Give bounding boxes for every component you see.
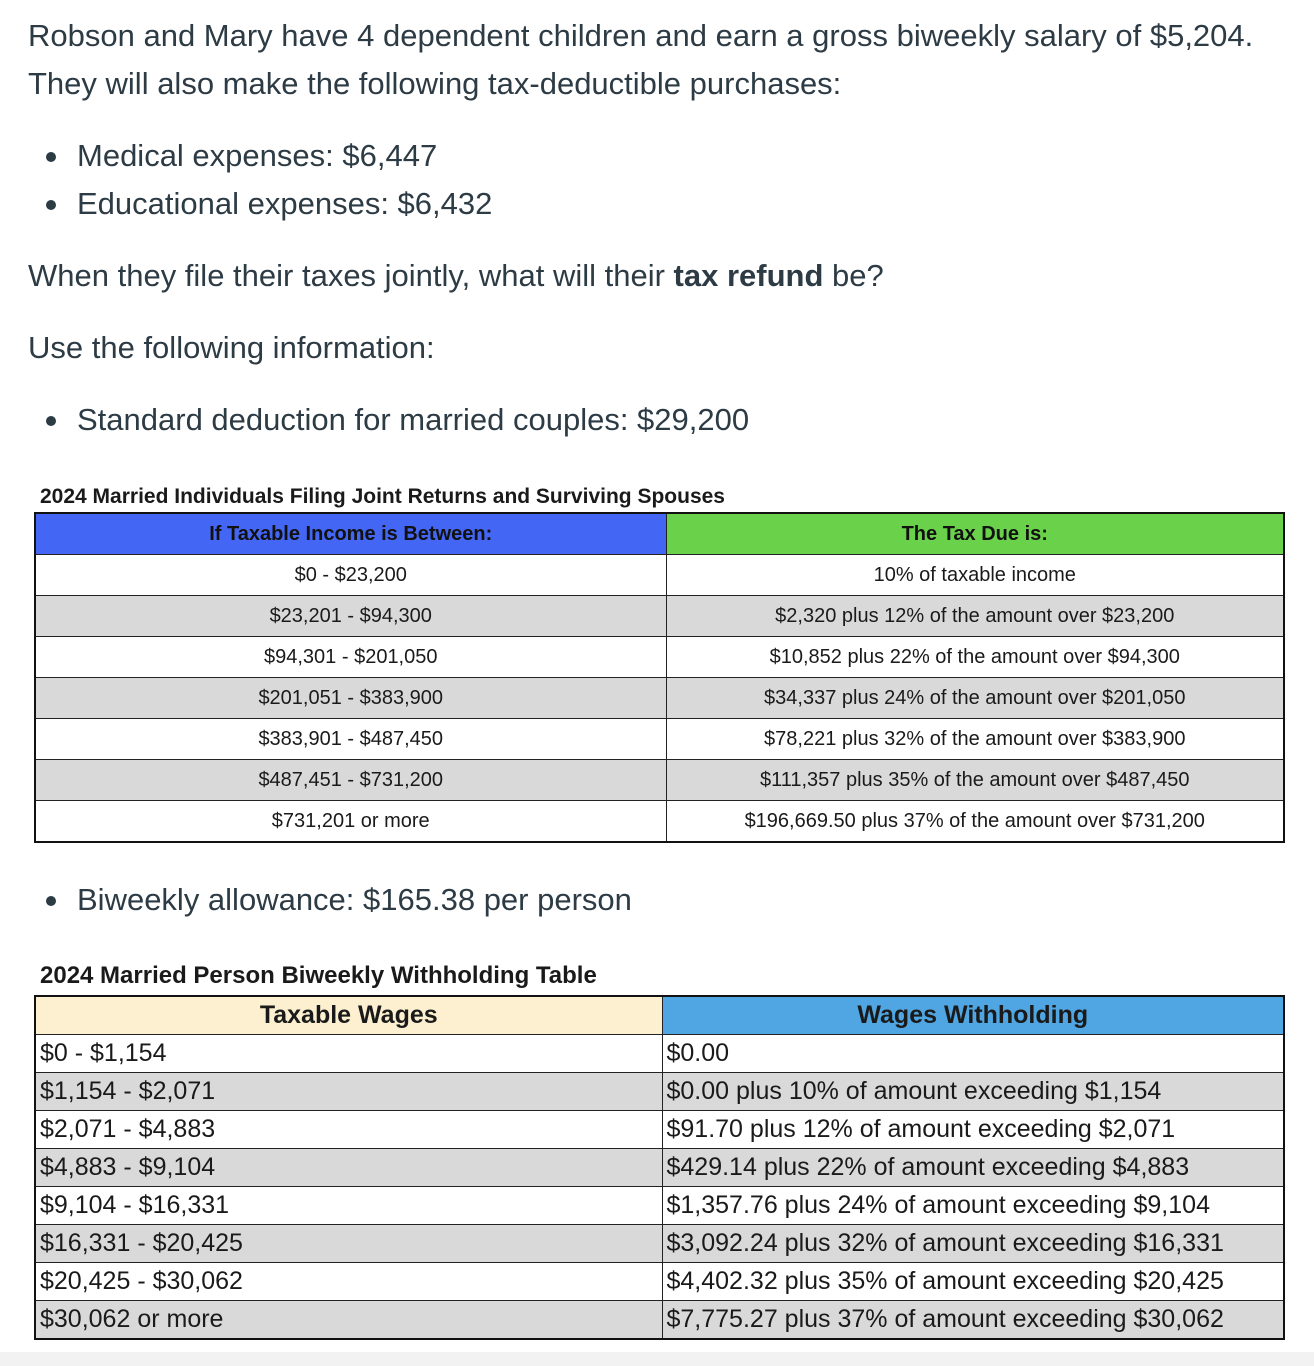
list-item: Educational expenses: $6,432 <box>44 180 492 228</box>
tax-due-cell: $78,221 plus 32% of the amount over $383,900 <box>666 719 1284 760</box>
withholding-cell: $91.70 plus 12% of amount exceeding $2,071 <box>662 1111 1284 1149</box>
tax-due-cell: $196,669.50 plus 37% of the amount over $731,200 <box>666 801 1284 843</box>
withholding-cell: $1,357.76 plus 24% of amount exceeding $9,104 <box>662 1187 1284 1225</box>
withholding-header-withholding: Wages Withholding <box>662 996 1284 1035</box>
withholding-cell: $4,402.32 plus 35% of amount exceeding $20,425 <box>662 1263 1284 1301</box>
table-row <box>35 1073 1284 1111</box>
tax-table-caption: 2024 Married Individuals Filing Joint Returns and Surviving Spouses <box>40 485 725 508</box>
tax-table <box>34 512 1285 843</box>
wages-cell: $20,425 - $30,062 <box>35 1263 662 1301</box>
table-row <box>35 1149 1284 1187</box>
bottom-divider <box>0 1352 1314 1366</box>
tax-bracket-table <box>34 478 1284 843</box>
wages-cell: $30,062 or more <box>35 1301 662 1340</box>
list-item: Biweekly allowance: $165.38 per person <box>44 876 632 924</box>
intro-line-1: Robson and Mary have 4 dependent children and earn a gross biweekly salary of $5,204. <box>28 18 1254 53</box>
withholding-header-wages: Taxable Wages <box>35 996 662 1035</box>
purchases-list <box>44 132 492 228</box>
tax-due-cell: 10% of taxable income <box>666 555 1284 596</box>
list-item: Standard deduction for married couples: $29,200 <box>44 396 749 444</box>
question-emphasis: tax refund <box>673 258 824 293</box>
withholding-cell: $429.14 plus 22% of amount exceeding $4,883 <box>662 1149 1284 1187</box>
income-range-cell: $731,201 or more <box>35 801 666 843</box>
withholding-table <box>34 995 1285 1340</box>
question-text <box>28 256 884 296</box>
tax-due-cell: $10,852 plus 22% of the amount over $94,300 <box>666 637 1284 678</box>
table-row <box>35 555 1284 596</box>
use-info-text: Use the following information: <box>28 330 435 365</box>
withholding-table-block <box>34 955 1284 1340</box>
table-row <box>35 801 1284 843</box>
table-row <box>35 1187 1284 1225</box>
table-row <box>35 1263 1284 1301</box>
withholding-cell: $0.00 <box>662 1035 1284 1073</box>
withholding-cell: $7,775.27 plus 37% of amount exceeding $30,062 <box>662 1301 1284 1340</box>
table-row <box>35 596 1284 637</box>
intro-line-2: They will also make the following tax-deductible purchases: <box>28 66 842 101</box>
table-row <box>35 1035 1284 1073</box>
income-range-cell: $0 - $23,200 <box>35 555 666 596</box>
income-range-cell: $23,201 - $94,300 <box>35 596 666 637</box>
wages-cell: $9,104 - $16,331 <box>35 1187 662 1225</box>
table-row <box>35 1225 1284 1263</box>
question-prefix: When they file their taxes jointly, what will their <box>28 258 674 293</box>
withholding-cell: $0.00 plus 10% of amount exceeding $1,154 <box>662 1073 1284 1111</box>
income-range-cell: $201,051 - $383,900 <box>35 678 666 719</box>
table-row <box>35 760 1284 801</box>
tax-due-cell: $34,337 plus 24% of the amount over $201,050 <box>666 678 1284 719</box>
income-range-cell: $487,451 - $731,200 <box>35 760 666 801</box>
tax-header-income: If Taxable Income is Between: <box>35 513 666 555</box>
tax-due-cell: $2,320 plus 12% of the amount over $23,200 <box>666 596 1284 637</box>
wages-cell: $1,154 - $2,071 <box>35 1073 662 1111</box>
table-row <box>35 1111 1284 1149</box>
wages-cell: $4,883 - $9,104 <box>35 1149 662 1187</box>
deduction-list <box>44 396 749 444</box>
tax-header-due: The Tax Due is: <box>666 513 1284 555</box>
table-row <box>35 1301 1284 1340</box>
wages-cell: $2,071 - $4,883 <box>35 1111 662 1149</box>
income-range-cell: $383,901 - $487,450 <box>35 719 666 760</box>
table-row <box>35 637 1284 678</box>
list-item: Medical expenses: $6,447 <box>44 132 492 180</box>
withholding-cell: $3,092.24 plus 32% of amount exceeding $16,331 <box>662 1225 1284 1263</box>
tax-due-cell: $111,357 plus 35% of the amount over $487,450 <box>666 760 1284 801</box>
withholding-table-caption: 2024 Married Person Biweekly Withholding Table <box>40 962 597 989</box>
question-suffix: be? <box>823 258 884 293</box>
table-row <box>35 719 1284 760</box>
income-range-cell: $94,301 - $201,050 <box>35 637 666 678</box>
wages-cell: $16,331 - $20,425 <box>35 1225 662 1263</box>
table-row <box>35 678 1284 719</box>
wages-cell: $0 - $1,154 <box>35 1035 662 1073</box>
allowance-list <box>44 876 632 924</box>
